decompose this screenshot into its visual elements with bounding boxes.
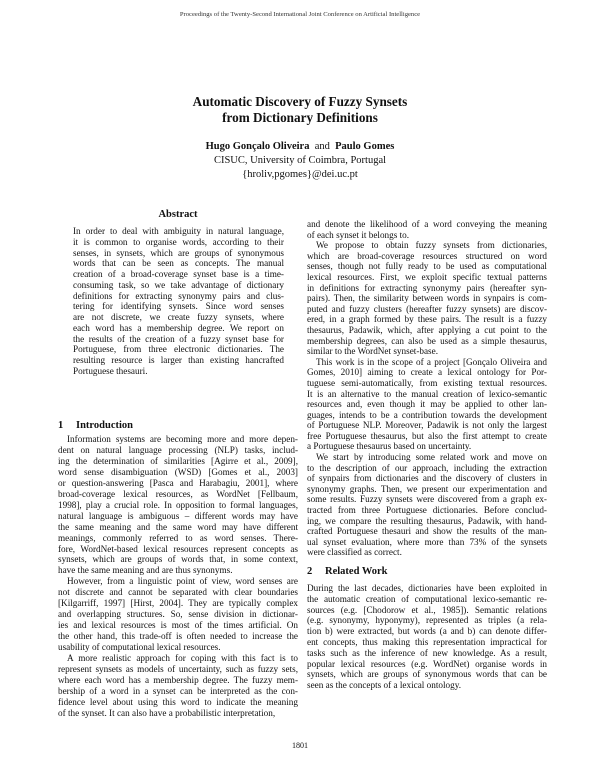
- text-line: the results of the creation of a fuzzy synset base for: [73, 333, 284, 344]
- text-line: and overlapping structures. So, sense division in dictionar-: [58, 609, 298, 620]
- text-line: dent on natural language processing (NLP) tasks, includ-: [58, 444, 298, 455]
- abstract-heading: Abstract: [158, 209, 198, 220]
- text-line: a Portuguese thesaurus based on uncertainty.: [307, 441, 472, 452]
- text-line: definitions for extracting synonymy pairs and clus-: [73, 290, 284, 301]
- text-line: or question-answering [Pasca and Harabagiu, 2001], where: [58, 477, 298, 488]
- text-line: lexical resources. First, we exploit specific textual patterns: [307, 271, 547, 282]
- text-line: tion b) were extracted, but words (a and b) can denote differ-: [307, 626, 547, 637]
- author-separator: and: [314, 141, 330, 152]
- text-line: fore, WordNet-based lexical resources represent concepts as: [58, 543, 298, 554]
- text-line: We propose to obtain fuzzy synsets from dictionaries,: [316, 240, 547, 251]
- affiliation: CISUC, University of Coimbra, Portugal: [213, 155, 387, 166]
- text-line: some results. Fuzzy synsets were discovered from a graph ex-: [307, 494, 547, 505]
- text-line: the other hand, this trade-off is often needed to increase the: [58, 631, 298, 642]
- text-line: in definitions for extracting synonymy pairs (hereafter syn-: [307, 282, 547, 293]
- paragraph: [307, 583, 547, 691]
- text-line: tracted from three Portuguese dictionaries. Before conclud-: [307, 505, 547, 516]
- text-line: sources (e.g. [Chodorow et al., 1985]). Semantic relations: [307, 604, 547, 615]
- text-line: meanings, commonly referred to as word senses. There-: [58, 532, 298, 543]
- text-line: each word has a membership degree. We report on: [73, 322, 284, 333]
- text-line: In order to deal with ambiguity in natural language,: [73, 226, 284, 236]
- paragraph: [58, 434, 298, 576]
- text-line: which are broad-coverage resources structured on word: [307, 250, 547, 261]
- text-line: words that can be seen as concepts. The manual: [73, 258, 284, 269]
- text-line: tasks such as the inference of new knowledge. As a result,: [307, 647, 547, 658]
- section-title: Introduction: [76, 420, 133, 431]
- text-line: ent concepts, thus making this representation impractical for: [307, 636, 547, 647]
- text-line: where each word has a membership degree. The fuzzy mem-: [58, 674, 298, 685]
- text-line: of Portuguese NLP. Moreover, Padawik is not only the largest: [307, 420, 547, 431]
- text-line: resulting resource is larger than existing hancrafted: [73, 355, 284, 365]
- related-work-body: [307, 583, 547, 691]
- text-line: synsets, which are groups of words that, in some context,: [58, 554, 298, 565]
- title-line-1: Automatic Discovery of Fuzzy Synsets: [192, 94, 408, 109]
- text-line: synsets, which are groups of synonymous words that can be: [307, 669, 547, 680]
- email: {hroliv,pgomes}@dei.uc.pt: [242, 169, 358, 180]
- text-line: represent synsets as models of uncertainty, such as fuzzy sets,: [58, 664, 298, 675]
- introduction-right-column: [307, 219, 547, 558]
- text-line: the automatic creation of computational lexico-semantic re-: [307, 593, 547, 604]
- text-line: synonymy graphs. Then, we present our experimentation and: [307, 483, 547, 494]
- paragraph: [73, 226, 284, 377]
- text-line: bership of a word in a synset can be interpreted as the con-: [58, 685, 298, 696]
- text-line: We start by introducing some related work and move on: [316, 452, 547, 463]
- paper-title: [0, 94, 600, 126]
- paragraph: [307, 219, 547, 240]
- text-line: pairs). Then, the similarity between words in synpairs is com-: [307, 293, 547, 304]
- text-line: usability of computational lexical resources.: [58, 642, 221, 653]
- author-2: Paulo Gomes: [335, 141, 395, 152]
- text-line: broad-coverage lexical resources, as WordNet [Fellbaum,: [58, 488, 298, 499]
- title-line-2: from Dictionary Definitions: [222, 110, 378, 125]
- text-line: senses, in synsets, which are groups of synonymous: [73, 247, 284, 258]
- text-line: (e.g. synonymy, hyponymy), represented as triples (a rela-: [307, 615, 547, 626]
- text-line: are not discrete, we create fuzzy synsets, where: [73, 312, 284, 322]
- text-line: the same meaning and the same word may have different: [58, 521, 298, 532]
- section-number: 2: [307, 566, 313, 577]
- text-line: were classified as correct.: [307, 547, 402, 558]
- text-line: have the same meaning and are thus synonyms.: [58, 565, 233, 576]
- text-line: seen as the concepts of a lexical ontology.: [307, 680, 462, 691]
- text-line: It is an alternative to the manual creation of lexico-semantic: [307, 388, 547, 399]
- text-line: Gomes, 2010] aiming to create a lexical ontology for Por-: [307, 367, 547, 378]
- text-line: similar to the WordNet synset-base.: [307, 346, 439, 357]
- section-title: Related Work: [325, 566, 388, 577]
- text-line: However, from a linguistic point of view, word senses are: [67, 576, 298, 587]
- running-header: Proceedings of the Twenty-Second International Joint Conference on Artificial Intelligence: [179, 11, 421, 18]
- text-line: guages, intends to be a contribution towards the development: [307, 409, 547, 420]
- text-line: it is common to organise words, according to their: [73, 236, 284, 247]
- authors: [0, 141, 600, 152]
- text-line: A more realistic approach for coping with this fact is to: [67, 653, 298, 664]
- text-line: puted and fuzzy clusters (hereafter fuzzy synsets) are discov-: [307, 303, 547, 314]
- text-line: of synpairs from dictionaries and the discovery of clusters in: [307, 473, 547, 484]
- text-line: ual synset evaluation, where more than 73% of the synsets: [307, 536, 547, 547]
- text-line: Portuguese thesauri.: [73, 365, 148, 376]
- text-line: consuming task, so we take advantage of dictionary: [73, 279, 284, 290]
- paragraph: [58, 653, 298, 719]
- abstract-body: [73, 226, 284, 377]
- paragraph: [307, 357, 547, 452]
- text-line: tering for identifying synsets. Since word senses: [73, 301, 284, 312]
- paragraph: [58, 576, 298, 653]
- text-line: free Portuguese thesaurus, but also the first attempt to create: [307, 430, 547, 441]
- text-line: tuguese semi-automatically, from existing textual resources.: [307, 377, 547, 388]
- text-line: natural language is ambiguous – different words may have: [58, 510, 298, 521]
- paragraph: [307, 240, 547, 357]
- section-heading-introduction: [58, 420, 133, 431]
- text-line: senses, though not fully ready to be used as computational: [307, 261, 547, 272]
- text-line: ered, in a graph formed by these pairs. The result is a fuzzy: [307, 314, 547, 325]
- text-line: of the synset. It can also have a probabilistic interpretation,: [58, 707, 276, 718]
- text-line: popular lexical resources (e.g. WordNet) organise words in: [307, 658, 547, 669]
- paragraph: [307, 452, 547, 558]
- text-line: During the last decades, dictionaries have been exploited in: [307, 583, 547, 593]
- section-heading-related-work: [307, 566, 388, 577]
- text-line: This work is in the scope of a project [Gonçalo Oliveira and: [316, 356, 547, 367]
- text-line: of each synset it belongs to.: [307, 229, 410, 240]
- text-line: membership degrees, can also be used as a simple thesaurus,: [307, 335, 547, 346]
- text-line: [Kilgarriff, 1997] [Hirst, 2004]. They are typically complex: [58, 598, 298, 609]
- section-number: 1: [58, 420, 64, 431]
- text-line: creation of a broad-coverage synset base is a time-: [73, 269, 284, 279]
- text-line: resources and, even though it may be applied to other lan-: [307, 399, 547, 410]
- text-line: fidence level about using this word to indicate the meaning: [58, 696, 298, 707]
- text-line: ies and lexical resources is most of the times artificial. On: [58, 620, 298, 631]
- text-line: and denote the likelihood of a word conveying the meaning: [307, 219, 547, 229]
- text-line: crafted Portuguese thesauri and show the results of the man-: [307, 526, 547, 537]
- introduction-left-column: [58, 434, 298, 719]
- author-1: Hugo Gonçalo Oliveira: [205, 141, 310, 152]
- text-line: ing the determination of similarities [Agirre et al., 2009],: [58, 455, 298, 466]
- text-line: Information systems are becoming more and more depen-: [67, 434, 298, 444]
- text-line: to the description of our approach, including the extraction: [307, 462, 547, 473]
- text-line: ing, we compare the resulting thesaurus, Padawik, with hand-: [307, 515, 547, 526]
- text-line: thesaurus, Padawik, which, after applying a cut point to the: [307, 324, 547, 335]
- text-line: Portuguese, from three electronic dictionaries. The: [73, 344, 284, 355]
- text-line: 1998], play a crucial role. In opposition to formal languages,: [58, 499, 298, 510]
- text-line: not discrete and cannot be separated with clear boundaries: [58, 587, 298, 598]
- text-line: word sense disambiguation (WSD) [Gomes et al., 2003]: [58, 466, 298, 477]
- page-number: 1801: [292, 741, 308, 750]
